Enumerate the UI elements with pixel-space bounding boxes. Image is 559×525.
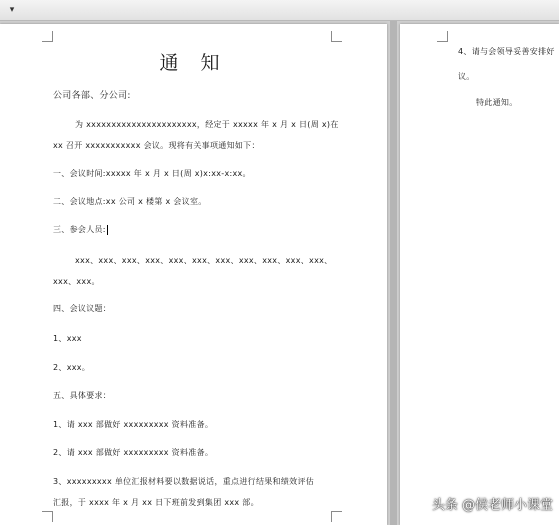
page-title: 通 知: [159, 52, 228, 74]
attendees-line-2: xxx、xxx。: [53, 277, 100, 286]
quick-access-toolbar: [0, 0, 559, 21]
topic-2: 2、xxx。: [53, 363, 91, 372]
page-separator: [390, 21, 397, 525]
requirement-3-line-1: 3、xxxxxxxxx 单位汇报材料要以数据说话，重点进行结果和绩效评估: [53, 477, 315, 486]
requirement-1: 1、请 xxx 部做好 xxxxxxxxx 资料准备。: [53, 420, 214, 429]
intro-line-1: 为 xxxxxxxxxxxxxxxxxxxxxx，经定于 xxxxx 年 x 月 x 日(周 x)在: [75, 120, 339, 129]
document-page-2[interactable]: [400, 24, 559, 525]
requirement-4-line-2: 议。: [458, 72, 475, 81]
item-requirements-heading: 五、具体要求：: [53, 391, 112, 400]
item-topics-heading: 四、会议议题：: [53, 304, 112, 313]
crop-mark-bottom-left: [42, 511, 53, 522]
item-meeting-time: 一、会议时间:xxxxx 年 x 月 x 日(周 x)x:xx-x:xx。: [53, 169, 251, 178]
salutation: 公司各部、分公司:: [53, 91, 131, 101]
crop-mark-top-left-p2: [437, 31, 448, 42]
requirement-2: 2、请 xxx 部做好 xxxxxxxxx 资料准备。: [53, 448, 214, 457]
requirement-3-line-2: 汇报，于 xxxx 年 x 月 xx 日下班前发到集团 xxx 部。: [53, 498, 259, 507]
item-meeting-place: 二、会议地点:xx 公司 x 楼第 x 会议室。: [53, 197, 207, 206]
text-cursor: [107, 225, 108, 235]
crop-mark-top-right: [331, 31, 342, 42]
crop-mark-bottom-right: [331, 511, 342, 522]
attendees-line-1: xxx、xxx、xxx、xxx、xxx、xxx、xxx、xxx、xxx、xxx、xxx、: [75, 256, 333, 265]
intro-line-2: xx 召开 xxxxxxxxxxx 会议。现将有关事项通知如下：: [53, 141, 260, 150]
quick-access-dropdown-icon[interactable]: ▾: [9, 5, 15, 15]
topic-1: 1、xxx: [53, 334, 82, 343]
document-page-1[interactable]: [0, 24, 387, 525]
watermark-text: 头条 @侯老师小课堂: [431, 498, 553, 513]
item-attendees-heading: [53, 224, 108, 235]
crop-mark-top-left: [42, 31, 53, 42]
requirement-4-line-1: 4、请与会领导妥善安排好: [458, 47, 555, 56]
closing-text: 特此通知。: [476, 98, 518, 107]
item-attendees-label: 三、参会人员:: [53, 225, 106, 234]
